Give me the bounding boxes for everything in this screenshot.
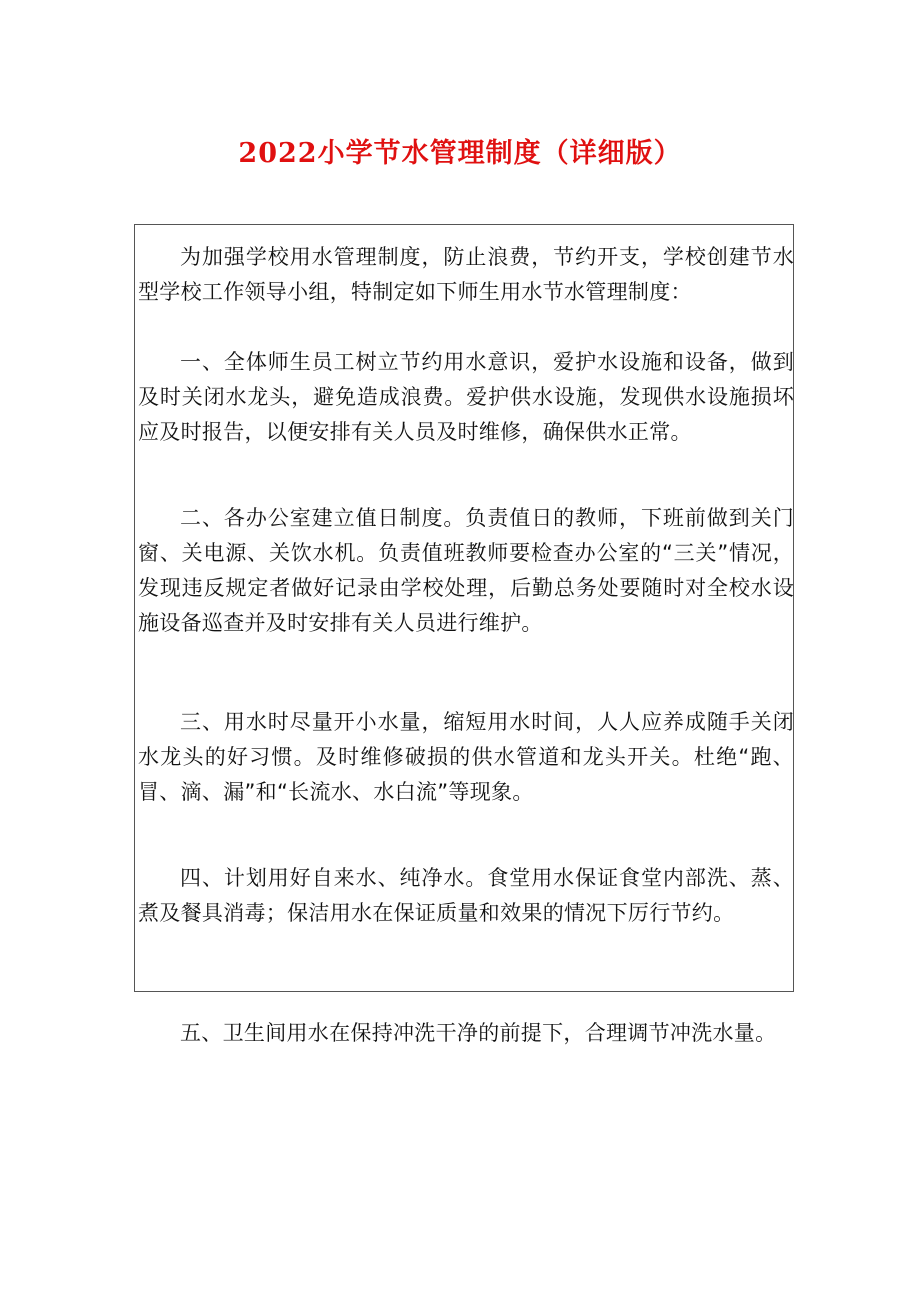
intro-paragraph: 为加强学校用水管理制度，防止浪费，节约开支，学校创建节水型学校工作领导小组，特制定如下师生用水节水管理制度： [138,245,794,304]
rule-4-paragraph: 四、计划用好自来水、纯净水。食堂用水保证食堂内部洗、蒸、煮及餐具消毒；保洁用水在保证质量和效果的情况下厉行节约。 [138,866,794,925]
rule-5-paragraph: 五、卫生间用水在保持冲洗干净的前提下，合理调节冲洗水量。 [180,1021,777,1045]
rule-2-paragraph: 二、各办公室建立值日制度。负责值日的教师，下班前做到关门窗、关电源、关饮水机。负责值班教师要检查办公室的“三关”情况，发现违反规定者做好记录由学校处理，后勤总务处要随时对全校水设施设备巡查并及时安排有关人员进行维护。 [138,506,794,635]
document-title: 2022小学节水管理制度（详细版） [238,138,682,170]
rule-1-paragraph: 一、全体师生员工树立节约用水意识，爱护水设施和设备，做到及时关闭水龙头，避免造成浪费。爱护供水设施，发现供水设施损坏应及时报告，以便安排有关人员及时维修，确保供水正常。 [138,350,794,444]
rule-3-paragraph: 三、用水时尽量开小水量，缩短用水时间，人人应养成随手关闭水龙头的好习惯。及时维修破损的供水管道和龙头开关。杜绝“跑、冒、滴、漏”和“长流水、水白流”等现象。 [138,710,794,804]
